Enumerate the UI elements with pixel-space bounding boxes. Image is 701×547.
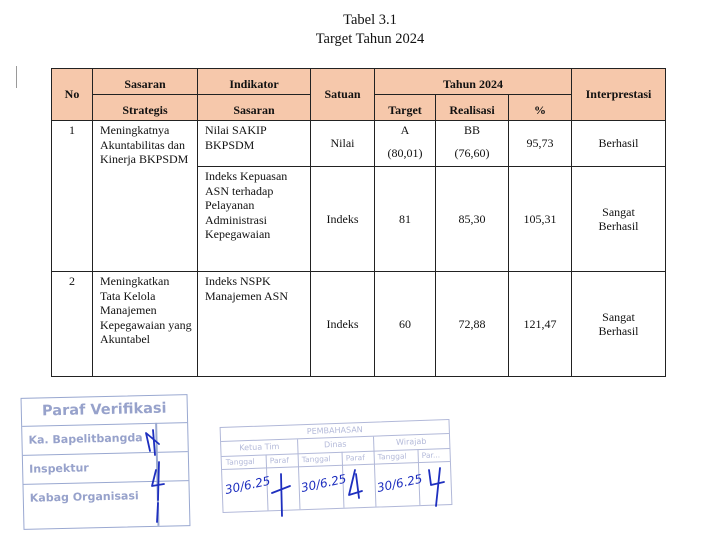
cell-sasaran: Meningkatkan Tata Kelola Manajemen Kepegawaian yang Akuntabel bbox=[93, 272, 198, 377]
signature-dinas bbox=[349, 470, 362, 498]
table-caption-title: Target Tahun 2024 bbox=[315, 31, 425, 47]
cell-realisasi-grade: BB bbox=[463, 123, 480, 137]
signature-wirajab bbox=[429, 468, 444, 506]
cell-persen: 95,73 bbox=[509, 121, 572, 167]
header-sasaran-bottom: Strategis bbox=[93, 95, 198, 121]
paraf-sub-paraf: Paraf bbox=[269, 455, 290, 466]
cell-realisasi-score: (76,60) bbox=[454, 145, 490, 160]
cell-satuan: Indeks bbox=[311, 167, 375, 272]
handwritten-date: 30/6.25 bbox=[375, 471, 424, 495]
header-satuan: Satuan bbox=[311, 69, 375, 121]
header-no: No bbox=[52, 69, 93, 121]
verification-row-bapelitbangda: Ka. Bapelitbangda bbox=[22, 423, 188, 456]
handwritten-date: 30/6.25 bbox=[299, 471, 348, 495]
cell-realisasi: 85,30 bbox=[436, 167, 509, 272]
cell-interpretasi: Berhasil bbox=[572, 121, 666, 167]
paraf-sub-paraf: Par... bbox=[421, 450, 441, 461]
signature-inspektur bbox=[152, 462, 164, 500]
cell-indikator: Indeks NSPK Manajemen ASN bbox=[198, 272, 311, 377]
header-realisasi: Realisasi bbox=[436, 95, 509, 121]
signature-bapelitbangda bbox=[146, 430, 159, 455]
cell-satuan: Nilai bbox=[311, 121, 375, 167]
header-persen: % bbox=[509, 95, 572, 121]
header-interpretasi: Interprestasi bbox=[572, 69, 666, 121]
cell-interpretasi-line2: Berhasil bbox=[598, 219, 639, 233]
signature-ketua bbox=[272, 474, 290, 516]
paraf-sub-tanggal: Tanggal bbox=[377, 451, 407, 462]
verification-stamp-title: Paraf Verifikasi bbox=[22, 395, 188, 427]
paraf-stamp-header: PEMBAHASAN bbox=[221, 420, 449, 442]
cell-interpretasi-line2: Berhasil bbox=[598, 324, 639, 338]
handwritten-date: 30/6.25 bbox=[223, 473, 272, 497]
header-indikator-top: Indikator bbox=[198, 69, 311, 95]
cell-target-grade: A bbox=[400, 123, 410, 137]
cell-no: 1 bbox=[52, 121, 93, 272]
paraf-col-dinas: Dinas bbox=[323, 439, 347, 450]
cell-indikator: Nilai SAKIP BKPSDM bbox=[198, 121, 311, 167]
verification-row-inspektur: Inspektur bbox=[23, 452, 189, 485]
paraf-sub-tanggal: Tanggal bbox=[301, 454, 331, 465]
cell-interpretasi-line1: Sangat bbox=[602, 309, 635, 324]
header-sasaran-top: Sasaran bbox=[93, 69, 198, 95]
cell-target: 81 bbox=[375, 167, 436, 272]
cell-satuan: Indeks bbox=[311, 272, 375, 377]
cell-no: 2 bbox=[52, 272, 93, 377]
paraf-col-wirajab: Wirajab bbox=[395, 436, 427, 447]
verification-row-organisasi: Kabag Organisasi bbox=[29, 489, 139, 505]
cell-persen: 121,47 bbox=[509, 272, 572, 377]
paraf-sub-tanggal: Tanggal bbox=[225, 456, 255, 467]
cell-interpretasi-line1: Sangat bbox=[602, 204, 635, 219]
cell-indikator: Indeks Kepuasan ASN terhadap Pelayanan Administrasi Kepegawaian bbox=[198, 167, 311, 272]
header-target: Target bbox=[375, 95, 436, 121]
signature-organisasi bbox=[157, 503, 158, 522]
header-indikator-bottom: Sasaran bbox=[198, 95, 311, 121]
cell-sasaran: Meningkatnya Akuntabilitas dan Kinerja BKPSDM bbox=[93, 121, 198, 272]
paraf-sub-paraf: Paraf bbox=[345, 452, 365, 463]
cell-persen: 105,31 bbox=[509, 167, 572, 272]
header-tahun: Tahun 2024 bbox=[375, 69, 572, 95]
cell-target: 60 bbox=[375, 272, 436, 377]
paraf-col-ketua: Ketua Tim bbox=[239, 441, 280, 453]
cell-realisasi: 72,88 bbox=[436, 272, 509, 377]
table-caption-label: Tabel 3.1 bbox=[343, 12, 397, 28]
cell-target-score: (80,01) bbox=[387, 145, 423, 160]
